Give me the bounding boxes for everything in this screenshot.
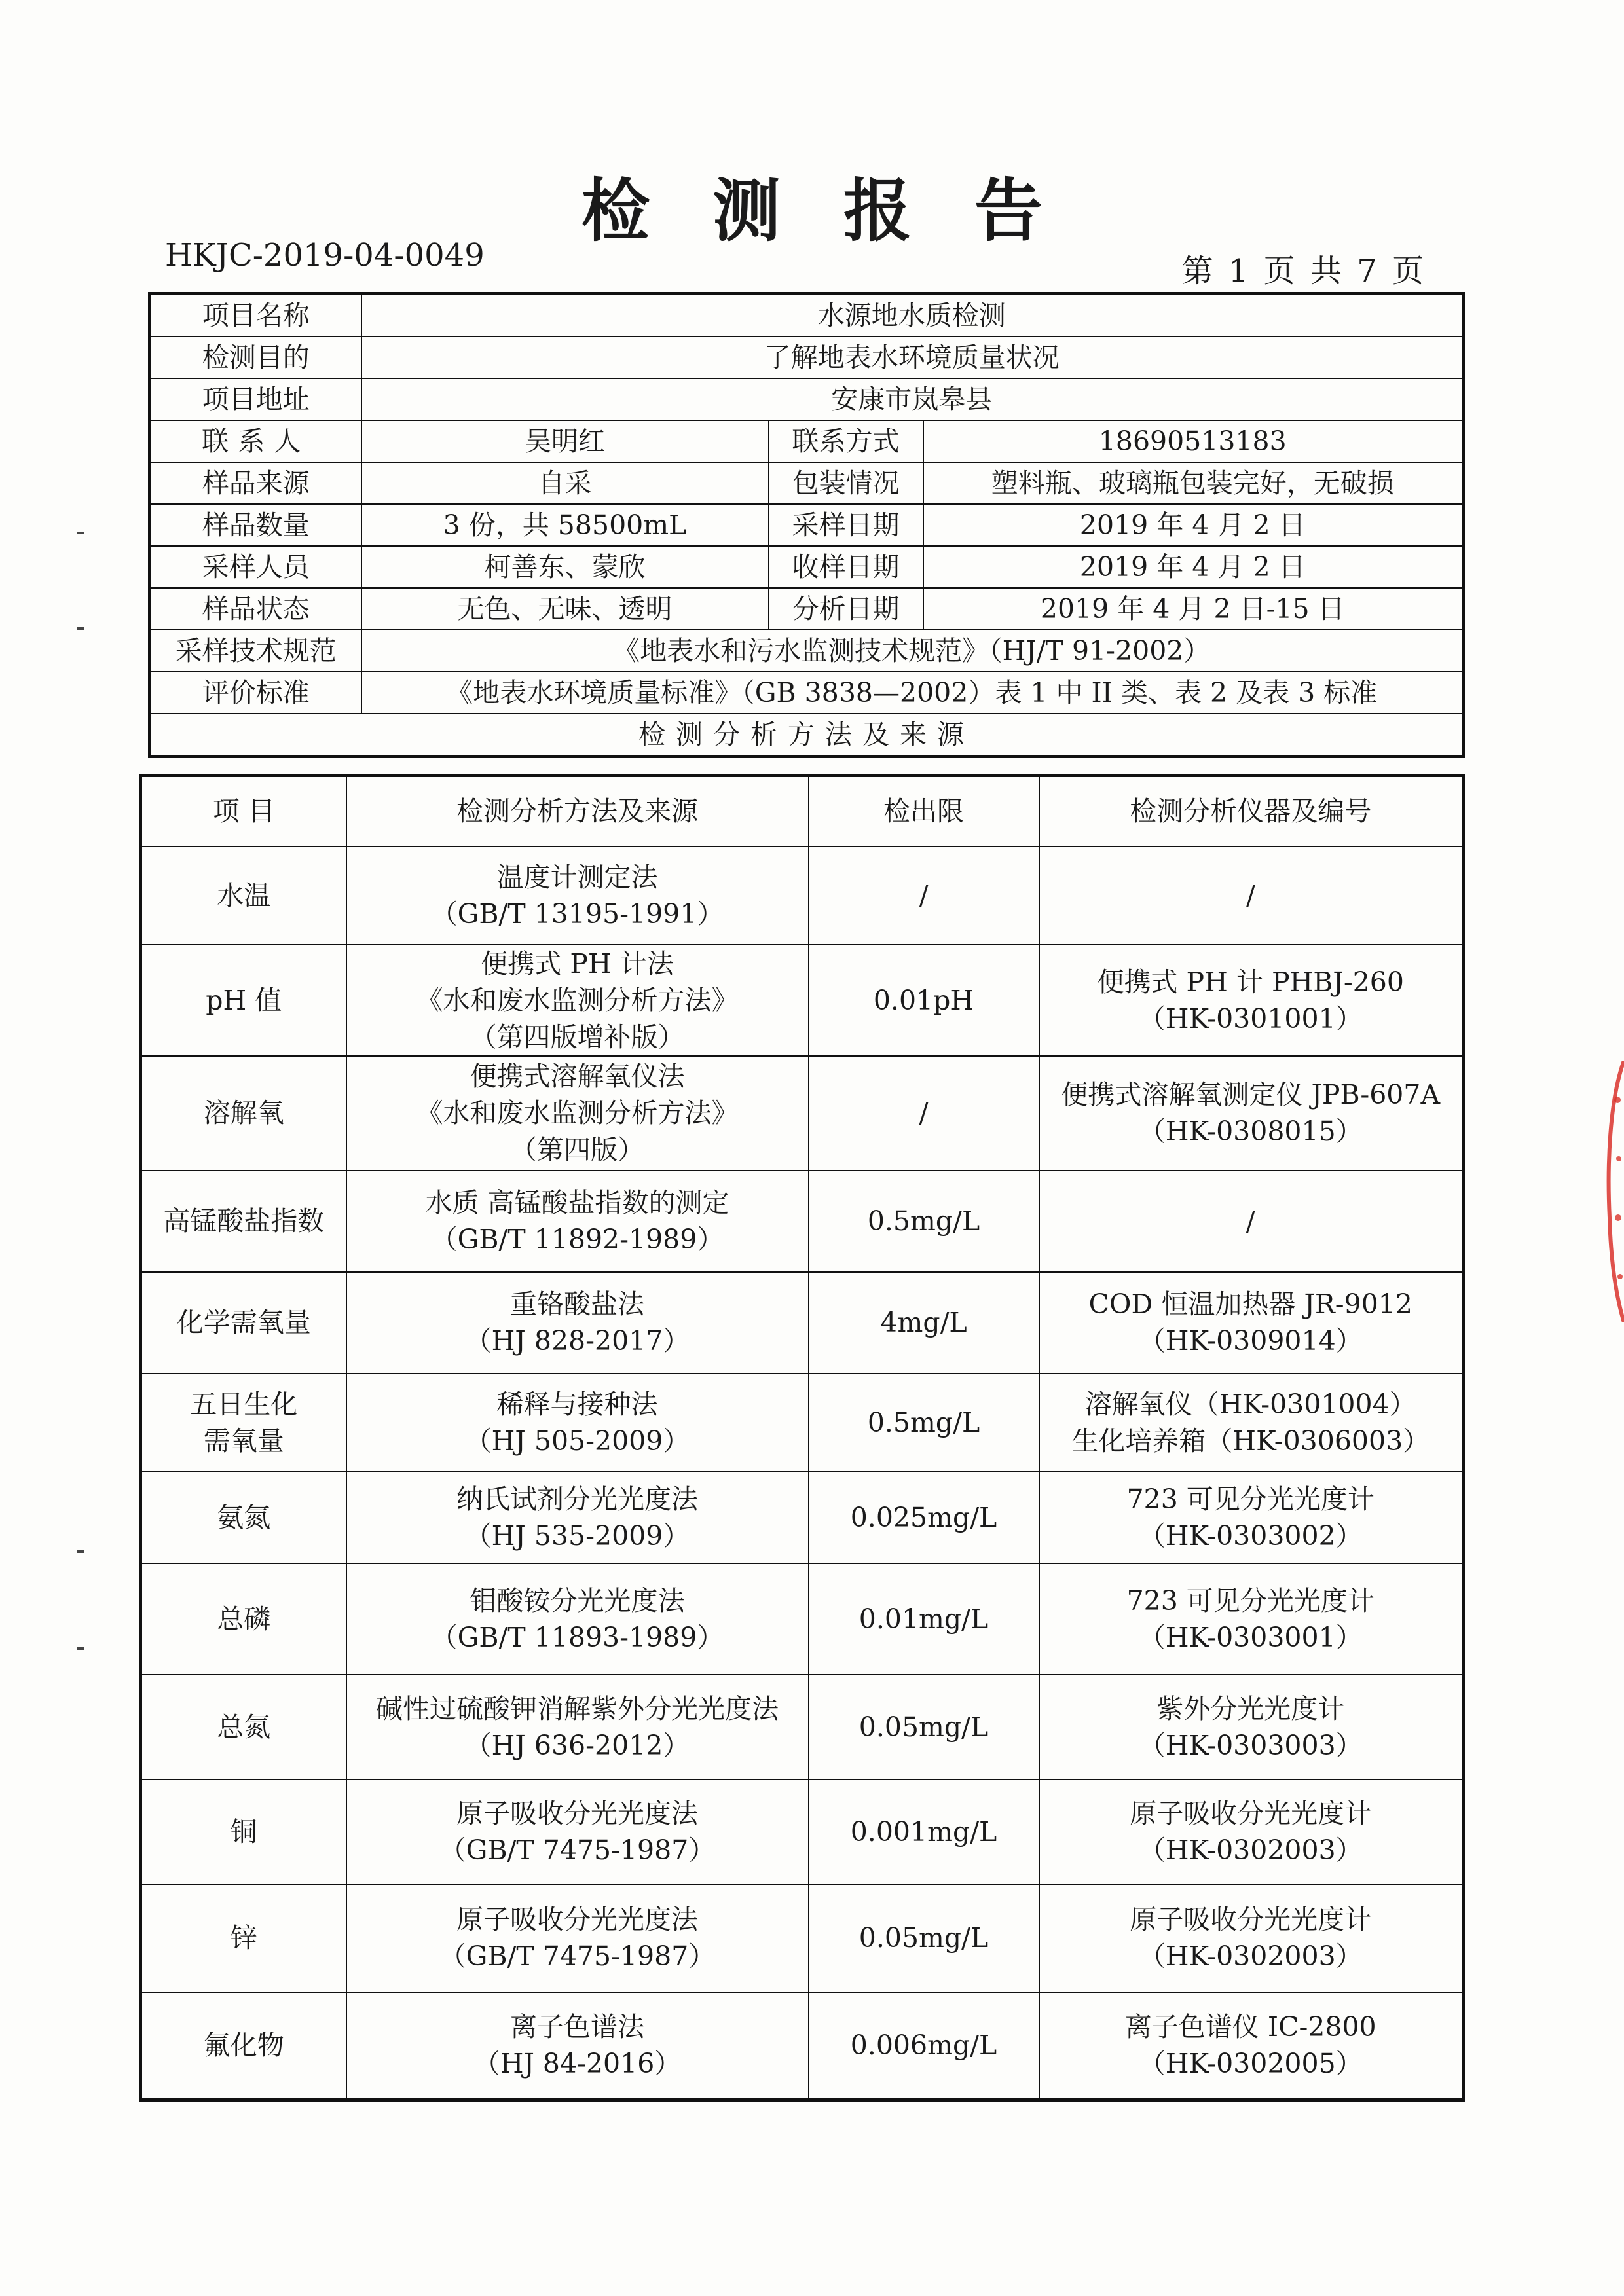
instrument-line: 溶解氧仪（HK-0301004） bbox=[1084, 1388, 1416, 1420]
limit-cell: 4mg/L bbox=[809, 1272, 1039, 1374]
info-value: 2019 年 4 月 2 日 bbox=[923, 504, 1464, 546]
method-row bbox=[141, 1675, 1464, 1779]
binding-mark bbox=[77, 627, 84, 630]
binding-mark bbox=[77, 532, 84, 534]
item-line: 五日生化 bbox=[190, 1388, 298, 1420]
instrument-line: （HK-0303003） bbox=[1138, 1729, 1363, 1761]
instrument-cell bbox=[1039, 1992, 1464, 2100]
method-row bbox=[141, 1884, 1464, 1992]
method-row bbox=[141, 945, 1464, 1056]
info-value: 自采 bbox=[361, 462, 769, 504]
method-row bbox=[141, 1779, 1464, 1884]
instrument-cell bbox=[1039, 1374, 1464, 1472]
info-value: 18690513183 bbox=[923, 420, 1464, 462]
info-row bbox=[150, 630, 1464, 672]
instrument-line: 生化培养箱（HK-0306003） bbox=[1071, 1425, 1430, 1457]
limit-cell: / bbox=[809, 847, 1039, 945]
info-value: 水源地水质检测 bbox=[361, 294, 1464, 337]
info-label: 采样日期 bbox=[769, 504, 923, 546]
title-char: 报 bbox=[843, 170, 912, 251]
limit-cell: 0.5mg/L bbox=[809, 1171, 1039, 1272]
info-value: 柯善东、蒙欣 bbox=[361, 546, 769, 588]
instrument-line: （HK-0303001） bbox=[1138, 1621, 1363, 1653]
info-label: 检测目的 bbox=[150, 337, 361, 378]
info-label: 采样技术规范 bbox=[150, 630, 361, 672]
limit-cell: 0.001mg/L bbox=[809, 1779, 1039, 1884]
info-value: 了解地表水环境质量状况 bbox=[361, 337, 1464, 378]
instrument-line: / bbox=[1246, 879, 1255, 911]
info-row bbox=[150, 337, 1464, 378]
limit-cell: 0.01pH bbox=[809, 945, 1039, 1056]
method-line: 《水和废水监测分析方法》 bbox=[416, 1097, 739, 1129]
instrument-cell bbox=[1039, 1563, 1464, 1675]
instrument-line: （HK-0302003） bbox=[1138, 1941, 1363, 1972]
limit-cell: 0.006mg/L bbox=[809, 1992, 1039, 2100]
instrument-cell bbox=[1039, 1884, 1464, 1992]
method-line: （HJ 828-2017） bbox=[464, 1325, 690, 1357]
column-header: 检测分析仪器及编号 bbox=[1039, 776, 1464, 847]
method-line: 纳氏试剂分光光度法 bbox=[456, 1483, 698, 1515]
method-line: 原子吸收分光光度法 bbox=[456, 1797, 698, 1829]
method-cell bbox=[346, 1675, 809, 1779]
instrument-line: 离子色谱仪 IC-2800 bbox=[1124, 2011, 1376, 2043]
instrument-cell bbox=[1039, 1056, 1464, 1171]
method-line: 便携式 PH 计法 bbox=[481, 947, 674, 979]
method-cell bbox=[346, 1171, 809, 1272]
report-number: HKJC-2019-04-0049 bbox=[165, 237, 485, 274]
instrument-line: （HK-0303002） bbox=[1138, 1520, 1363, 1552]
item-cell: 氨氮 bbox=[141, 1472, 346, 1563]
instrument-cell bbox=[1039, 1472, 1464, 1563]
info-value: 吴明红 bbox=[361, 420, 769, 462]
method-cell bbox=[346, 945, 809, 1056]
method-cell bbox=[346, 1472, 809, 1563]
item-cell: 铜 bbox=[141, 1779, 346, 1884]
item-cell bbox=[141, 1374, 346, 1472]
item-cell: 水温 bbox=[141, 847, 346, 945]
binding-mark bbox=[77, 1647, 84, 1650]
info-row bbox=[150, 378, 1464, 420]
column-header: 检测分析方法及来源 bbox=[346, 776, 809, 847]
method-line: （第四版增补版） bbox=[470, 1021, 685, 1053]
method-cell bbox=[346, 1779, 809, 1884]
methods-table bbox=[139, 774, 1465, 2102]
info-row bbox=[150, 462, 1464, 504]
title-char: 检 bbox=[581, 170, 650, 251]
instrument-line: / bbox=[1246, 1205, 1255, 1237]
method-line: 《水和废水监测分析方法》 bbox=[416, 984, 739, 1016]
limit-cell: 0.05mg/L bbox=[809, 1884, 1039, 1992]
red-seal-fragment bbox=[1604, 1061, 1624, 1322]
methods-body bbox=[141, 776, 1464, 2100]
item-cell: pH 值 bbox=[141, 945, 346, 1056]
method-line: 温度计测定法 bbox=[496, 861, 658, 893]
item-cell: 氟化物 bbox=[141, 1992, 346, 2100]
method-row bbox=[141, 1992, 1464, 2100]
instrument-line: （HK-0308015） bbox=[1138, 1116, 1363, 1147]
item-cell: 溶解氧 bbox=[141, 1056, 346, 1171]
info-label: 分析日期 bbox=[769, 588, 923, 630]
method-line: （GB/T 11892-1989） bbox=[430, 1224, 724, 1255]
page-indicator: 第 1 页 共 7 页 bbox=[1181, 253, 1424, 289]
method-line: （第四版） bbox=[510, 1134, 644, 1165]
instrument-line: 便携式 PH 计 PHBJ-260 bbox=[1097, 966, 1404, 998]
info-row bbox=[150, 588, 1464, 630]
item-cell: 高锰酸盐指数 bbox=[141, 1171, 346, 1272]
instrument-line: 原子吸收分光光度计 bbox=[1130, 1797, 1372, 1829]
method-line: 便携式溶解氧仪法 bbox=[470, 1061, 685, 1092]
instrument-cell bbox=[1039, 1675, 1464, 1779]
instrument-cell bbox=[1039, 1779, 1464, 1884]
info-value: 安康市岚皋县 bbox=[361, 378, 1464, 420]
methods-header-row bbox=[141, 776, 1464, 847]
method-row bbox=[141, 1272, 1464, 1374]
method-cell bbox=[346, 1374, 809, 1472]
info-label: 采样人员 bbox=[150, 546, 361, 588]
method-row bbox=[141, 1472, 1464, 1563]
sample-info-table bbox=[148, 292, 1465, 758]
method-cell bbox=[346, 1056, 809, 1171]
method-line: （GB/T 7475-1987） bbox=[439, 1941, 716, 1972]
method-line: （GB/T 11893-1989） bbox=[430, 1621, 724, 1653]
section-header-row bbox=[150, 714, 1464, 757]
method-cell bbox=[346, 1992, 809, 2100]
info-value: 《地表水和污水监测技术规范》（HJ/T 91-2002） bbox=[361, 630, 1464, 672]
item-cell: 总磷 bbox=[141, 1563, 346, 1675]
method-row bbox=[141, 1563, 1464, 1675]
section-title: 检测分析方法及来源 bbox=[150, 714, 1464, 757]
item-cell: 化学需氧量 bbox=[141, 1272, 346, 1374]
info-label: 评价标准 bbox=[150, 672, 361, 714]
binding-mark bbox=[77, 1550, 84, 1553]
method-line: （HJ 505-2009） bbox=[464, 1425, 690, 1457]
method-cell bbox=[346, 847, 809, 945]
instrument-line: 便携式溶解氧测定仪 JPB-607A bbox=[1061, 1079, 1441, 1110]
method-line: 稀释与接种法 bbox=[496, 1388, 658, 1420]
info-value: 无色、无味、透明 bbox=[361, 588, 769, 630]
info-label: 联系人 bbox=[150, 420, 361, 462]
instrument-line: 紫外分光光度计 bbox=[1156, 1692, 1345, 1724]
instrument-line: （HK-0302005） bbox=[1138, 2048, 1363, 2080]
method-line: （GB/T 7475-1987） bbox=[439, 1834, 716, 1866]
column-header: 检出限 bbox=[809, 776, 1039, 847]
method-row bbox=[141, 1171, 1464, 1272]
method-row bbox=[141, 1374, 1464, 1472]
instrument-cell bbox=[1039, 1272, 1464, 1374]
info-row bbox=[150, 294, 1464, 337]
info-value: 2019 年 4 月 2 日-15 日 bbox=[923, 588, 1464, 630]
info-label: 样品状态 bbox=[150, 588, 361, 630]
info-row bbox=[150, 504, 1464, 546]
info-row bbox=[150, 672, 1464, 714]
method-line: 原子吸收分光光度法 bbox=[456, 1904, 698, 1935]
item-line: 需氧量 bbox=[203, 1425, 284, 1457]
instrument-cell bbox=[1039, 945, 1464, 1056]
info-value: 塑料瓶、玻璃瓶包装完好，无破损 bbox=[923, 462, 1464, 504]
info-row bbox=[150, 546, 1464, 588]
info-label: 包装情况 bbox=[769, 462, 923, 504]
info-label: 收样日期 bbox=[769, 546, 923, 588]
method-line: 钼酸铵分光光度法 bbox=[470, 1584, 685, 1616]
info-label: 联系方式 bbox=[769, 420, 923, 462]
method-cell bbox=[346, 1884, 809, 1992]
instrument-cell bbox=[1039, 1171, 1464, 1272]
instrument-line: 原子吸收分光光度计 bbox=[1130, 1904, 1372, 1935]
method-cell bbox=[346, 1272, 809, 1374]
instrument-line: （HK-0302003） bbox=[1138, 1834, 1363, 1866]
item-cell: 总氮 bbox=[141, 1675, 346, 1779]
method-line: 离子色谱法 bbox=[510, 2011, 644, 2043]
title-char: 测 bbox=[712, 170, 781, 251]
instrument-line: 723 可见分光光度计 bbox=[1126, 1483, 1375, 1515]
instrument-line: 723 可见分光光度计 bbox=[1126, 1584, 1375, 1616]
method-row bbox=[141, 1056, 1464, 1171]
item-cell: 锌 bbox=[141, 1884, 346, 1992]
limit-cell: 0.025mg/L bbox=[809, 1472, 1039, 1563]
method-line: 碱性过硫酸钾消解紫外分光光度法 bbox=[376, 1692, 779, 1724]
info-value: 2019 年 4 月 2 日 bbox=[923, 546, 1464, 588]
instrument-line: （HK-0301001） bbox=[1138, 1002, 1363, 1034]
column-header: 项 目 bbox=[141, 776, 346, 847]
method-line: （HJ 636-2012） bbox=[464, 1729, 690, 1761]
method-line: （HJ 84-2016） bbox=[473, 2048, 682, 2080]
method-cell bbox=[346, 1563, 809, 1675]
limit-cell: 0.01mg/L bbox=[809, 1563, 1039, 1675]
instrument-line: COD 恒温加热器 JR-9012 bbox=[1088, 1288, 1412, 1320]
instrument-line: （HK-0309014） bbox=[1138, 1325, 1363, 1357]
method-row bbox=[141, 847, 1464, 945]
method-line: （HJ 535-2009） bbox=[464, 1520, 690, 1552]
info-label: 样品数量 bbox=[150, 504, 361, 546]
limit-cell: 0.5mg/L bbox=[809, 1374, 1039, 1472]
info-label: 样品来源 bbox=[150, 462, 361, 504]
limit-cell: 0.05mg/L bbox=[809, 1675, 1039, 1779]
info-value: 《地表水环境质量标准》（GB 3838—2002）表 1 中 II 类、表 2 及表 3 标准 bbox=[361, 672, 1464, 714]
instrument-cell bbox=[1039, 847, 1464, 945]
method-line: （GB/T 13195-1991） bbox=[430, 898, 724, 930]
method-line: 重铬酸盐法 bbox=[510, 1288, 644, 1320]
info-value: 3 份，共 58500mL bbox=[361, 504, 769, 546]
info-label: 项目名称 bbox=[150, 294, 361, 337]
title-char: 告 bbox=[974, 170, 1043, 251]
method-line: 水质 高锰酸盐指数的测定 bbox=[425, 1187, 729, 1218]
limit-cell: / bbox=[809, 1056, 1039, 1171]
info-label: 项目地址 bbox=[150, 378, 361, 420]
info-row bbox=[150, 420, 1464, 462]
